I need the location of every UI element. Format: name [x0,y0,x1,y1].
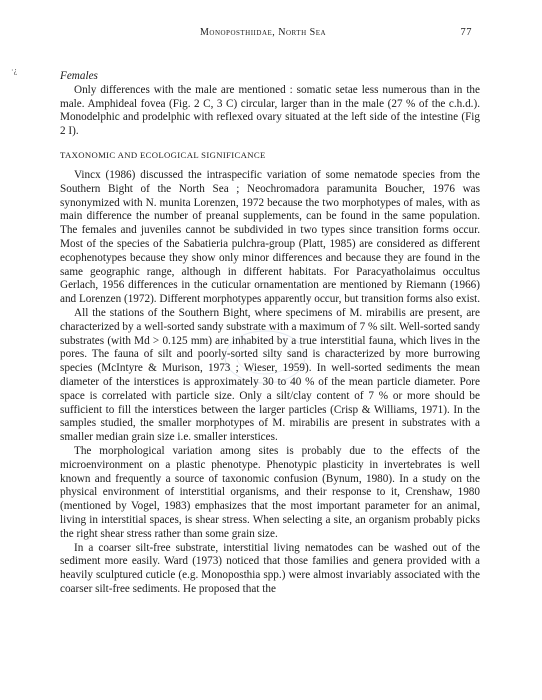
taxonomic-section-heading: TAXONOMIC AND ECOLOGICAL SIGNIFICANCE [60,149,266,160]
body-paragraph: Vincx (1986) discussed the intraspecific variation of some nematode species from the Southern Bight of the North Sea ; Neochromadora paramunita Boucher, 1976 was synonymized with N. munita Lorenzen, 1972 because the two morphotypes of males, with as main difference the number of preanal supplements, can be found in the same population. The females and juveniles cannot be subdivided in two types since transition forms occur. Most of the species of the Sabatieria pulchra-group (Platt, 1985) are considered as different ecophenotypes because they show only minor differences and because they are found in the same geographic range, although in different habitats. For Paracyatholaimus occultus Gerlach, 1956 differences in the cuticular ornamentation are mentioned by Riemann (1966) and Lorenzen (1972). Different morphotypes apparently occur, but transition forms also exist. [60,168,481,306]
females-paragraph: Only differences with the male are mentioned : somatic setae less numerous than in the male. Amphideal fovea (Fig. 2 C, 3 C) circular, larger than in the male (27 % of the c.h.d.). Monodelphic and prodelphic with reflexed ovary situated at the left side of the intestine (Fig 2 I). [60,83,480,138]
page-number: 77 [460,27,472,38]
running-head [60,27,480,41]
margin-mark: ·¿ [11,66,18,75]
article-body [60,70,480,597]
body-paragraph: The morphological variation among sites is probably due to the effects of the microenvironment on a plastic phenotype. Phenotypic plasticity in invertebrates is well known and frequently a source of taxonomic confusion (Bynum, 1980). In a study on the physical environment of interstitial organisms, and their response to it, Crenshaw, 1980 (mentioned by Vogel, 1983) emphasizes that the most important parameter for an animal, living in interstitial spaces, is shear stress. When selecting a site, an organism probably picks the right shear stress rather than some grain size. [60,444,480,540]
running-title: Monoposthiidae, North Sea [200,27,327,38]
body-paragraph: In a coarser silt-free substrate, interstitial living nematodes can be washed out of the sediment more easily. Ward (1973) noticed that those families and genera provided with a heavily sculptured cuticle (e.g. Monoposthia spp.) were almost invariably associated with the coarser silt-free sediments. He proposed that the [60,541,480,595]
body-paragraph: All the stations of the Southern Bight, where specimens of M. mirabilis are present, are characterized by a well-sorted sandy substrate with a maximum of 7 % silt. Well-sorted sandy substrates (with Md > 0.125 mm) are inhabited by a true interstitial fauna, which lives in the pores. The fauna of silt and poorly-sorted silty sand is characterized by more burrowing species (McIntyre & Murison, 1973 ; Wieser, 1959). In well-sorted sediments the mean diameter of the interstices is approximately 30 to 40 % of the mean particle diameter. Pore space is correlated with particle size. Only a silt/clay content of 7 % or more should be sufficient to fill the interstices between the larger particles (Crisp & Williams, 1971). In the samples studied, the smaller morphotypes of M. mirabilis are present in substrates with a smaller median grain size i.e. smaller interstices. [60,306,480,444]
females-heading: Females [60,70,98,82]
